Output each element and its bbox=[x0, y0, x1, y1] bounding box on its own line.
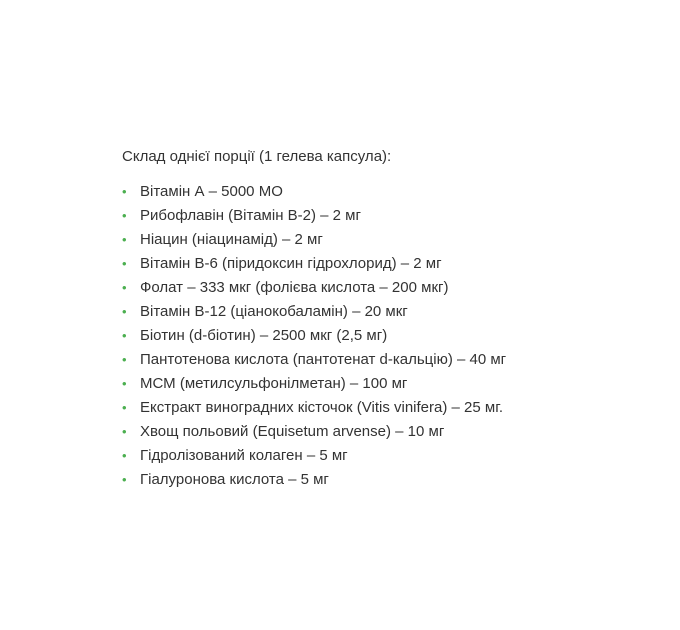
ingredient-text: Гіалуронова кислота – 5 мг bbox=[140, 471, 329, 488]
ingredient-item bbox=[122, 180, 662, 204]
bullet-icon: • bbox=[122, 424, 127, 439]
ingredient-item bbox=[122, 252, 662, 276]
ingredient-item bbox=[122, 420, 662, 444]
ingredient-item bbox=[122, 324, 662, 348]
ingredient-text: Екстракт виноградних кісточок (Vitis vinifera) – 25 мг. bbox=[140, 399, 503, 416]
ingredient-item bbox=[122, 204, 662, 228]
ingredient-text: Вітамін А – 5000 МО bbox=[140, 183, 283, 200]
ingredient-text: Гідролізований колаген – 5 мг bbox=[140, 447, 348, 464]
ingredient-text: Ніацин (ніацинамід) – 2 мг bbox=[140, 231, 323, 248]
ingredient-item bbox=[122, 396, 662, 420]
bullet-icon: • bbox=[122, 208, 127, 223]
ingredient-text: Вітамін В-6 (піридоксин гідрохлорид) – 2 мг bbox=[140, 255, 442, 272]
bullet-icon: • bbox=[122, 472, 127, 487]
bullet-icon: • bbox=[122, 232, 127, 247]
composition-title: Склад однієї порції (1 гелева капсула): bbox=[122, 148, 392, 165]
bullet-icon: • bbox=[122, 304, 127, 319]
ingredient-text: МСМ (метилсульфонілметан) – 100 мг bbox=[140, 375, 408, 392]
ingredient-text: Біотин (d-біотин) – 2500 мкг (2,5 мг) bbox=[140, 327, 388, 344]
ingredient-item bbox=[122, 300, 662, 324]
ingredient-list bbox=[122, 180, 662, 492]
ingredient-item bbox=[122, 348, 662, 372]
bullet-icon: • bbox=[122, 184, 127, 199]
bullet-icon: • bbox=[122, 448, 127, 463]
bullet-icon: • bbox=[122, 400, 127, 415]
bullet-icon: • bbox=[122, 376, 127, 391]
ingredient-text: Хвощ польовий (Equisetum arvense) – 10 мг bbox=[140, 423, 445, 440]
composition-section bbox=[122, 148, 662, 492]
ingredient-item bbox=[122, 468, 662, 492]
ingredient-text: Фолат – 333 мкг (фолієва кислота – 200 мкг) bbox=[140, 279, 449, 296]
ingredient-item bbox=[122, 228, 662, 252]
bullet-icon: • bbox=[122, 352, 127, 367]
bullet-icon: • bbox=[122, 280, 127, 295]
bullet-icon: • bbox=[122, 256, 127, 271]
ingredient-item bbox=[122, 276, 662, 300]
ingredient-text: Пантотенова кислота (пантотенат d-кальцію) – 40 мг bbox=[140, 351, 507, 368]
ingredient-text: Вітамін В-12 (ціанокобаламін) – 20 мкг bbox=[140, 303, 408, 320]
ingredient-item bbox=[122, 444, 662, 468]
ingredient-text: Рибофлавін (Вітамін В-2) – 2 мг bbox=[140, 207, 361, 224]
ingredient-item bbox=[122, 372, 662, 396]
bullet-icon: • bbox=[122, 328, 127, 343]
